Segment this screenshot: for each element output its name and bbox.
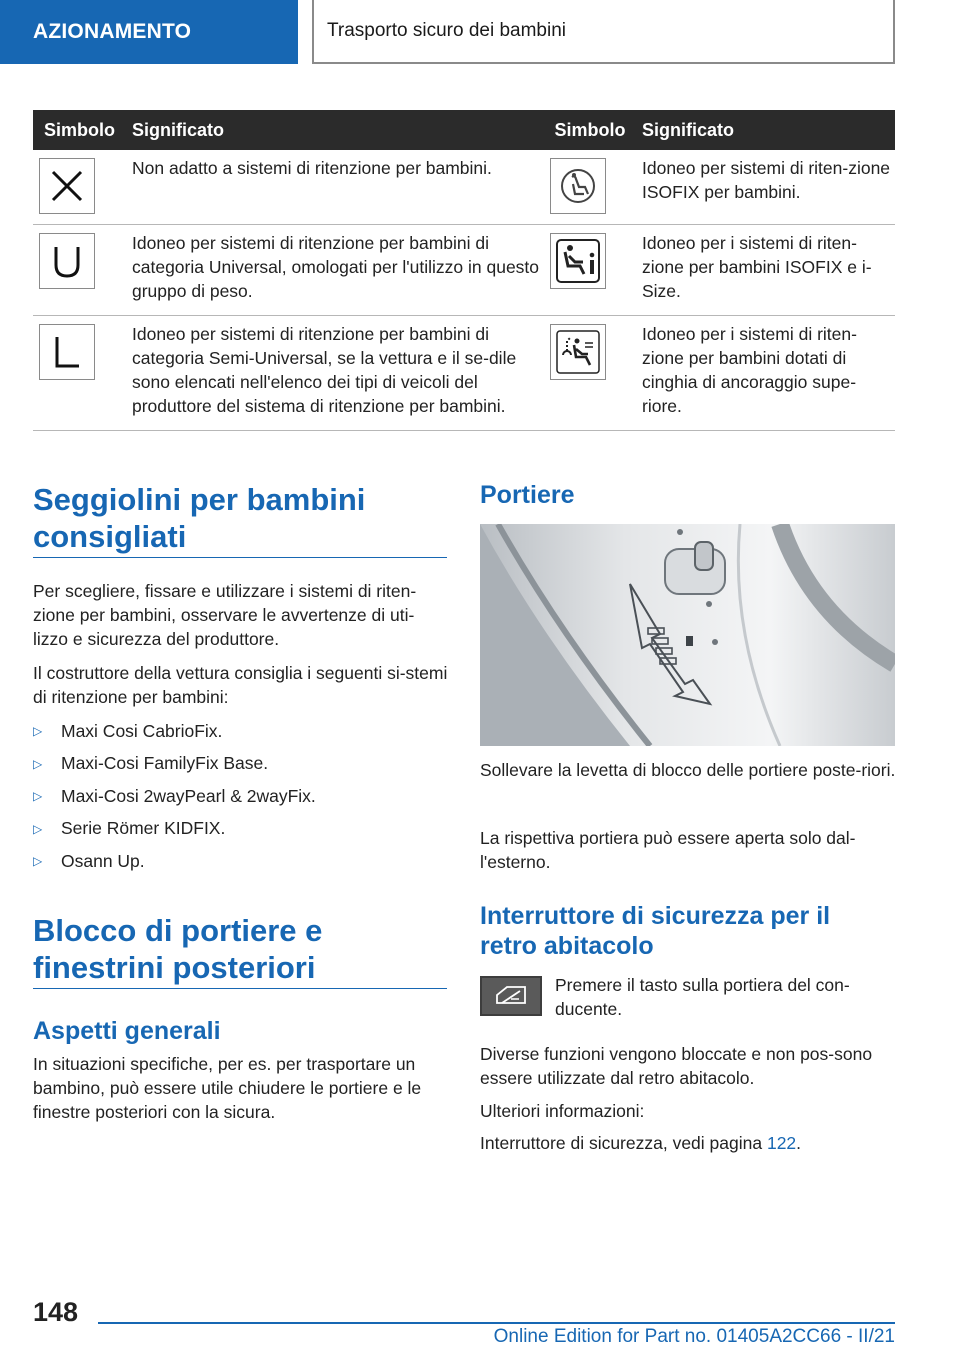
paragraph: Il costruttore della vettura consiglia i seguenti si-stemi di ritenzione per bambini:: [33, 663, 448, 707]
paragraph: In situazioni specifiche, per es. per trasportare un bambino, può essere utile chiudere le portiere e le finestre posteriori con la sicura.: [33, 1054, 422, 1122]
heading-line: retro abitacolo: [480, 932, 654, 960]
paragraph: Premere il tasto sulla portiera del con-ducente.: [555, 975, 850, 1019]
heading-child-safety-switch: [480, 901, 900, 961]
list-item: [33, 780, 447, 813]
table-header-cell: Significato: [636, 110, 895, 150]
symbol-cell: [33, 316, 126, 431]
symbol-table: [33, 110, 895, 431]
footer-edition: Online Edition for Part no. 01405A2CC66 - II/21: [493, 1326, 895, 1347]
bullet-triangle-icon: ▷: [33, 789, 43, 804]
symbol-cell: [544, 316, 636, 431]
recommended-seat-list: [33, 715, 447, 878]
footer-rule: [98, 1322, 895, 1324]
meaning-cell: Idoneo per sistemi di ritenzione per bambini di categoria Semi-Universal, se la vettura e il se-dile sono elencati nell'elenco dei tipi di veicoli del produttore del sistema di ritenzione per bambini.: [126, 316, 544, 431]
letter-l-icon: [39, 324, 95, 380]
bullet-triangle-icon: ▷: [33, 756, 43, 771]
reference-end: .: [796, 1133, 802, 1153]
table-header-row: [33, 110, 895, 150]
paragraph: Sollevare la levetta di blocco delle portiere poste-riori.: [480, 760, 896, 780]
heading-general: Aspetti generali: [33, 1017, 221, 1045]
symbol-cell: [33, 150, 126, 225]
letter-u-icon: [39, 233, 95, 289]
list-item: [33, 845, 447, 878]
heading-line: Blocco di portiere e: [33, 913, 323, 948]
meaning-cell: Idoneo per sistemi di ritenzione per bambini di categoria Universal, omologati per l'utilizzo in questo gruppo di peso.: [126, 225, 544, 316]
heading-line: Interruttore di sicurezza per il: [480, 902, 831, 930]
list-item: [33, 813, 447, 846]
chapter-title: Trasporto sicuro dei bambini: [327, 20, 567, 41]
isize-seat-icon: [550, 233, 606, 289]
section-tab: [0, 0, 298, 64]
paragraph: La rispettiva portiera può essere aperta solo dal-l'esterno.: [480, 828, 856, 872]
list-item: [33, 715, 447, 748]
heading-recommended-seats: [33, 481, 447, 555]
list-item-text: Maxi-Cosi 2wayPearl & 2wayFix.: [61, 785, 316, 806]
paragraph: Diverse funzioni vengono bloccate e non pos-sono essere utilizzate dal retro abitacolo.: [480, 1044, 873, 1088]
symbol-cell: [33, 225, 126, 316]
heading-rule: [33, 557, 447, 558]
bullet-triangle-icon: ▷: [33, 821, 43, 836]
heading-doors: Portiere: [480, 481, 575, 509]
list-item-text: Serie Römer KIDFIX.: [61, 818, 226, 839]
chapter-title-box: [312, 0, 895, 64]
page-number: 148: [33, 1297, 79, 1327]
bullet-triangle-icon: ▷: [33, 724, 43, 739]
meaning-cell: Idoneo per i sistemi di riten-zione per bambini dotati di cinghia di ancoraggio supe-riore.: [636, 316, 895, 431]
section-label: AZIONAMENTO: [33, 20, 192, 43]
isofix-seat-icon: [550, 158, 606, 214]
heading-door-window-lock: [33, 912, 447, 986]
meaning-cell: Non adatto a sistemi di ritenzione per bambini.: [126, 150, 544, 225]
page-link[interactable]: 122: [766, 1133, 797, 1153]
bullet-triangle-icon: ▷: [33, 854, 43, 869]
table-header-cell: Significato: [126, 110, 544, 150]
heading-line: finestrini posteriori: [33, 950, 316, 985]
symbol-cell: [544, 150, 636, 225]
list-item: [33, 748, 447, 781]
table-header-cell: Simbolo: [33, 110, 126, 150]
door-lock-lever-image: [480, 524, 895, 746]
table-row: [33, 316, 895, 431]
paragraph-reference: [480, 1131, 898, 1155]
x-cross-icon: [39, 158, 95, 214]
table-header-cell: Simbolo: [544, 110, 636, 150]
heading-line: Seggiolini per bambini: [33, 482, 366, 517]
paragraph: Ulteriori informazioni:: [480, 1101, 645, 1121]
list-item-text: Maxi-Cosi FamilyFix Base.: [61, 753, 269, 774]
table-row: [33, 150, 895, 225]
paragraph: Per scegliere, fissare e utilizzare i sistemi di riten-zione per bambini, osservare le avvertenze di uti-lizzo e sicurezza del produttore.: [33, 581, 417, 649]
heading-rule: [33, 988, 447, 989]
table-row: [33, 225, 895, 316]
heading-line: consigliati: [33, 519, 187, 554]
meaning-cell: Idoneo per i sistemi di riten-zione per bambini ISOFIX e i-Size.: [636, 225, 895, 316]
symbol-cell: [544, 225, 636, 316]
tether-seat-icon: [550, 324, 606, 380]
meaning-cell: Idoneo per sistemi di riten-zione ISOFIX per bambini.: [636, 150, 895, 225]
list-item-text: Maxi Cosi CabrioFix.: [61, 720, 223, 741]
list-item-text: Osann Up.: [61, 850, 145, 871]
child-lock-button-icon: [480, 976, 542, 1016]
reference-text: Interruttore di sicurezza, vedi pagina: [480, 1133, 767, 1153]
